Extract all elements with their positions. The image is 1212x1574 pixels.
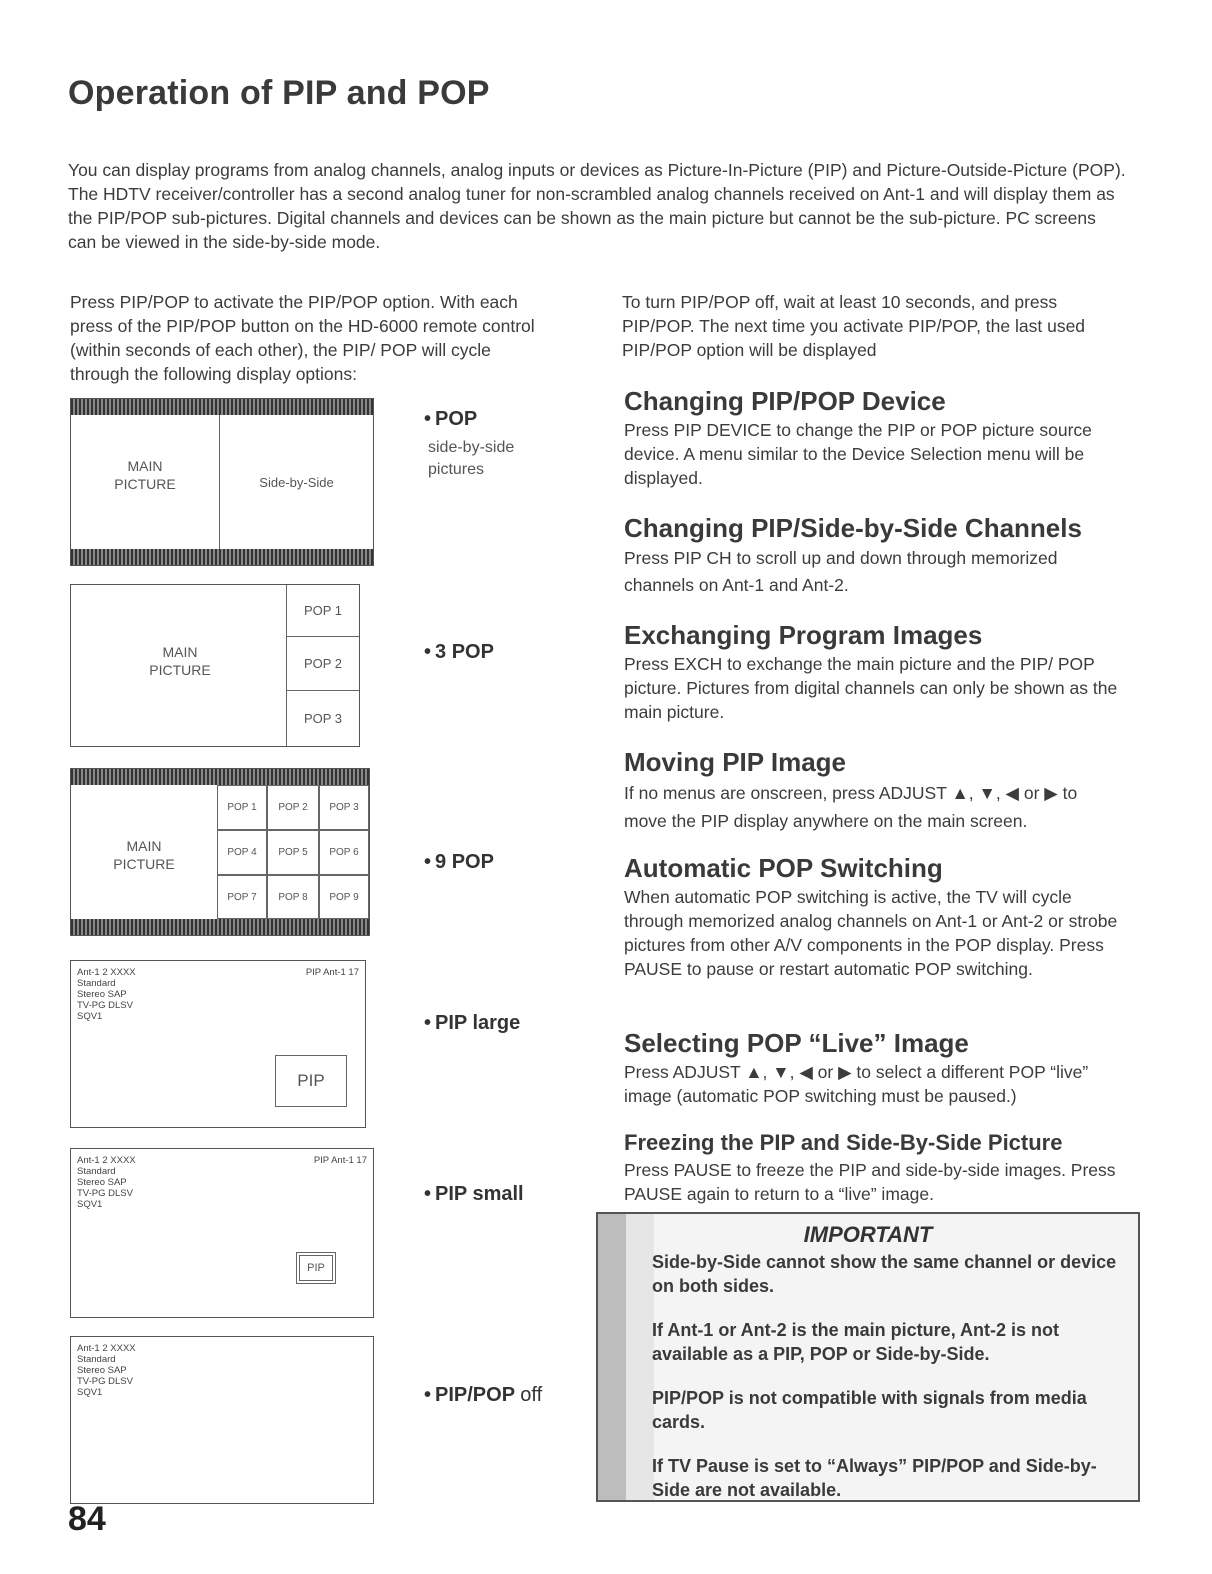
pop-cell-6: POP 6 <box>319 830 369 875</box>
body-freezing-pip-and-side-by-side: Press PAUSE to freeze the PIP and side-by-side images. Press PAUSE again to return to a “live” image. <box>624 1160 1116 1204</box>
osd-line: Standard <box>77 978 116 989</box>
nine-pop-diagram <box>70 768 370 936</box>
pip-window-small: PIP <box>299 1255 333 1281</box>
body-changing-pip-pop-device: Press PIP DEVICE to change the PIP or POP picture source device. A menu similar to the Device Selection menu will be displayed. <box>624 420 1092 488</box>
osd-line: Standard <box>77 1354 116 1365</box>
osd-line: TV-PG DLSV <box>77 1188 133 1199</box>
pip-large-diagram <box>70 960 366 1128</box>
body-selecting-pop-live-image: Press ADJUST ▲, ▼, ◀ or ▶ to select a different POP “live” image (automatic POP switching must be paused.) <box>624 1062 1089 1106</box>
body-moving-pip-image: If no menus are onscreen, press ADJUST ▲, ▼, ◀ or ▶ to move the PIP display anywhere on the main screen. <box>624 783 1078 831</box>
important-note-2: If Ant-1 or Ant-2 is the main picture, Ant-2 is not available as a PIP, POP or Side-by-Side. <box>652 1320 1060 1364</box>
pip-window-large: PIP <box>275 1055 347 1107</box>
osd-line: TV-PG DLSV <box>77 1000 133 1011</box>
pop-cell-5: POP 5 <box>267 830 319 875</box>
heading-selecting-pop-live-image: Selecting POP “Live” Image <box>624 1028 969 1058</box>
osd-channel-info <box>77 1343 136 1398</box>
osd-line: Ant-1 2 XXXX <box>77 1343 136 1354</box>
option-3-pop <box>424 641 494 664</box>
pip-small-diagram <box>70 1148 374 1318</box>
bullet: • <box>424 851 432 873</box>
pop-cell-8: POP 8 <box>267 875 319 919</box>
osd-line: Standard <box>77 1166 116 1177</box>
option-pop-label: POP <box>435 408 478 430</box>
osd-pip-label: PIP Ant-1 17 <box>313 1155 367 1166</box>
pop-cell-2: POP 2 <box>267 785 319 830</box>
side-by-side-pane: Side-by-Side <box>219 415 373 549</box>
body-changing-pip-side-by-side-channels: Press PIP CH to scroll up and down through memorized channels on Ant-1 and Ant-2. <box>624 548 1058 595</box>
main-picture-label: MAIN PICTURE <box>114 458 176 492</box>
right-intro-paragraph: To turn PIP/POP off, wait at least 10 seconds, and press PIP/POP. The next time you activate PIP/POP, the last used PIP/POP option will be displayed <box>622 292 1086 360</box>
option-9-pop <box>424 851 494 874</box>
option-pip-pop-off <box>424 1384 542 1407</box>
option-pip-large <box>424 1012 520 1035</box>
pop-cell-4: POP 4 <box>217 830 267 875</box>
osd-line: SQV1 <box>77 1199 103 1210</box>
bullet: • <box>424 1384 432 1406</box>
pop-cell-3: POP 3 <box>319 785 369 830</box>
important-notice-box <box>596 1212 1140 1502</box>
pip-pop-off-diagram <box>70 1336 374 1504</box>
important-title: IMPORTANT <box>803 1222 933 1247</box>
heading-automatic-pop-switching: Automatic POP Switching <box>624 853 943 883</box>
osd-channel-info <box>77 1155 136 1210</box>
pop-cell-2: POP 2 <box>286 637 359 691</box>
three-pop-diagram <box>70 584 360 747</box>
main-picture-label: MAIN PICTURE <box>149 644 211 678</box>
main-picture-label: MAIN PICTURE <box>113 838 175 872</box>
letterbox-band-top <box>71 399 373 415</box>
bullet: • <box>424 408 432 430</box>
osd-line: Ant-1 2 XXXX <box>77 1155 136 1166</box>
bullet: • <box>424 641 432 663</box>
option-pip-large-label: PIP large <box>435 1012 521 1034</box>
pop-cell-1: POP 1 <box>217 785 267 830</box>
pop-side-by-side-diagram <box>70 398 374 566</box>
left-intro-paragraph: Press PIP/POP to activate the PIP/POP option. With each press of the PIP/POP button on the HD-6000 remote control (within seconds of each other), the PIP/ POP will cycle through the following display options: <box>70 292 535 384</box>
heading-exchanging-program-images: Exchanging Program Images <box>624 620 983 650</box>
heading-changing-pip-side-by-side-channels: Changing PIP/Side-by-Side Channels <box>624 513 1082 543</box>
option-3-pop-label: 3 POP <box>435 641 494 663</box>
option-pop-description: side-by-side pictures <box>428 439 515 478</box>
pop-cell-7: POP 7 <box>217 875 267 919</box>
option-pop <box>424 408 477 431</box>
option-pip-small <box>424 1183 524 1206</box>
heading-moving-pip-image: Moving PIP Image <box>624 747 847 777</box>
pop-cell-1: POP 1 <box>286 585 359 637</box>
bullet: • <box>424 1183 432 1205</box>
osd-line: TV-PG DLSV <box>77 1376 133 1387</box>
osd-pip-label: PIP Ant-1 17 <box>305 967 359 978</box>
osd-line: Stereo SAP <box>77 989 127 1000</box>
intro-paragraph: You can display programs from analog channels, analog inputs or devices as Picture-In-Picture (PIP) and Picture-Outside-Picture (POP). The HDTV receiver/controller has a second analog tuner for non-scrambled analog channels received on Ant-1 and will display them as the PIP/POP sub-pictures. Digital channels and devices can be shown as the main picture but cannot be the sub-picture. PC screens can be viewed in the side-by-side mode. <box>68 160 1126 252</box>
osd-line: SQV1 <box>77 1011 103 1022</box>
important-note-1: Side-by-Side cannot show the same channel or device on both sides. <box>652 1252 1117 1296</box>
option-pip-small-label: PIP small <box>435 1183 524 1205</box>
osd-line: Stereo SAP <box>77 1177 127 1188</box>
option-9-pop-label: 9 POP <box>435 851 494 873</box>
osd-channel-info <box>77 967 136 1022</box>
option-off-word: off <box>520 1384 543 1406</box>
heading-freezing-pip-and-side-by-side: Freezing the PIP and Side-By-Side Picture <box>624 1130 1063 1155</box>
body-automatic-pop-switching: When automatic POP switching is active, the TV will cycle through memorized analog channels on Ant-1 or Ant-2 or strobe pictures from other A/V components in the POP display. Press PAUSE to pause or restart automatic POP switching. <box>624 887 1118 979</box>
osd-line: SQV1 <box>77 1387 103 1398</box>
pop-cell-3: POP 3 <box>286 691 359 746</box>
letterbox-band-bottom <box>71 549 373 565</box>
heading-changing-pip-pop-device: Changing PIP/POP Device <box>624 386 946 416</box>
osd-line: Stereo SAP <box>77 1365 127 1376</box>
page-title: Operation of PIP and POP <box>68 74 490 112</box>
bullet: • <box>424 1012 432 1034</box>
osd-line: Ant-1 2 XXXX <box>77 967 136 978</box>
important-note-4: If TV Pause is set to “Always” PIP/POP and Side-by-Side are not available. <box>652 1456 1097 1500</box>
pop-cell-9: POP 9 <box>319 875 369 919</box>
body-exchanging-program-images: Press EXCH to exchange the main picture and the PIP/ POP picture. Pictures from digital channels can only be shown as the main picture. <box>624 654 1118 722</box>
option-pip-pop-off-label: PIP/POP <box>435 1384 515 1406</box>
page-number: 84 <box>68 1500 106 1538</box>
letterbox-band-top <box>71 769 369 785</box>
letterbox-band-bottom <box>71 919 369 935</box>
important-note-3: PIP/POP is not compatible with signals from media cards. <box>652 1388 1087 1432</box>
